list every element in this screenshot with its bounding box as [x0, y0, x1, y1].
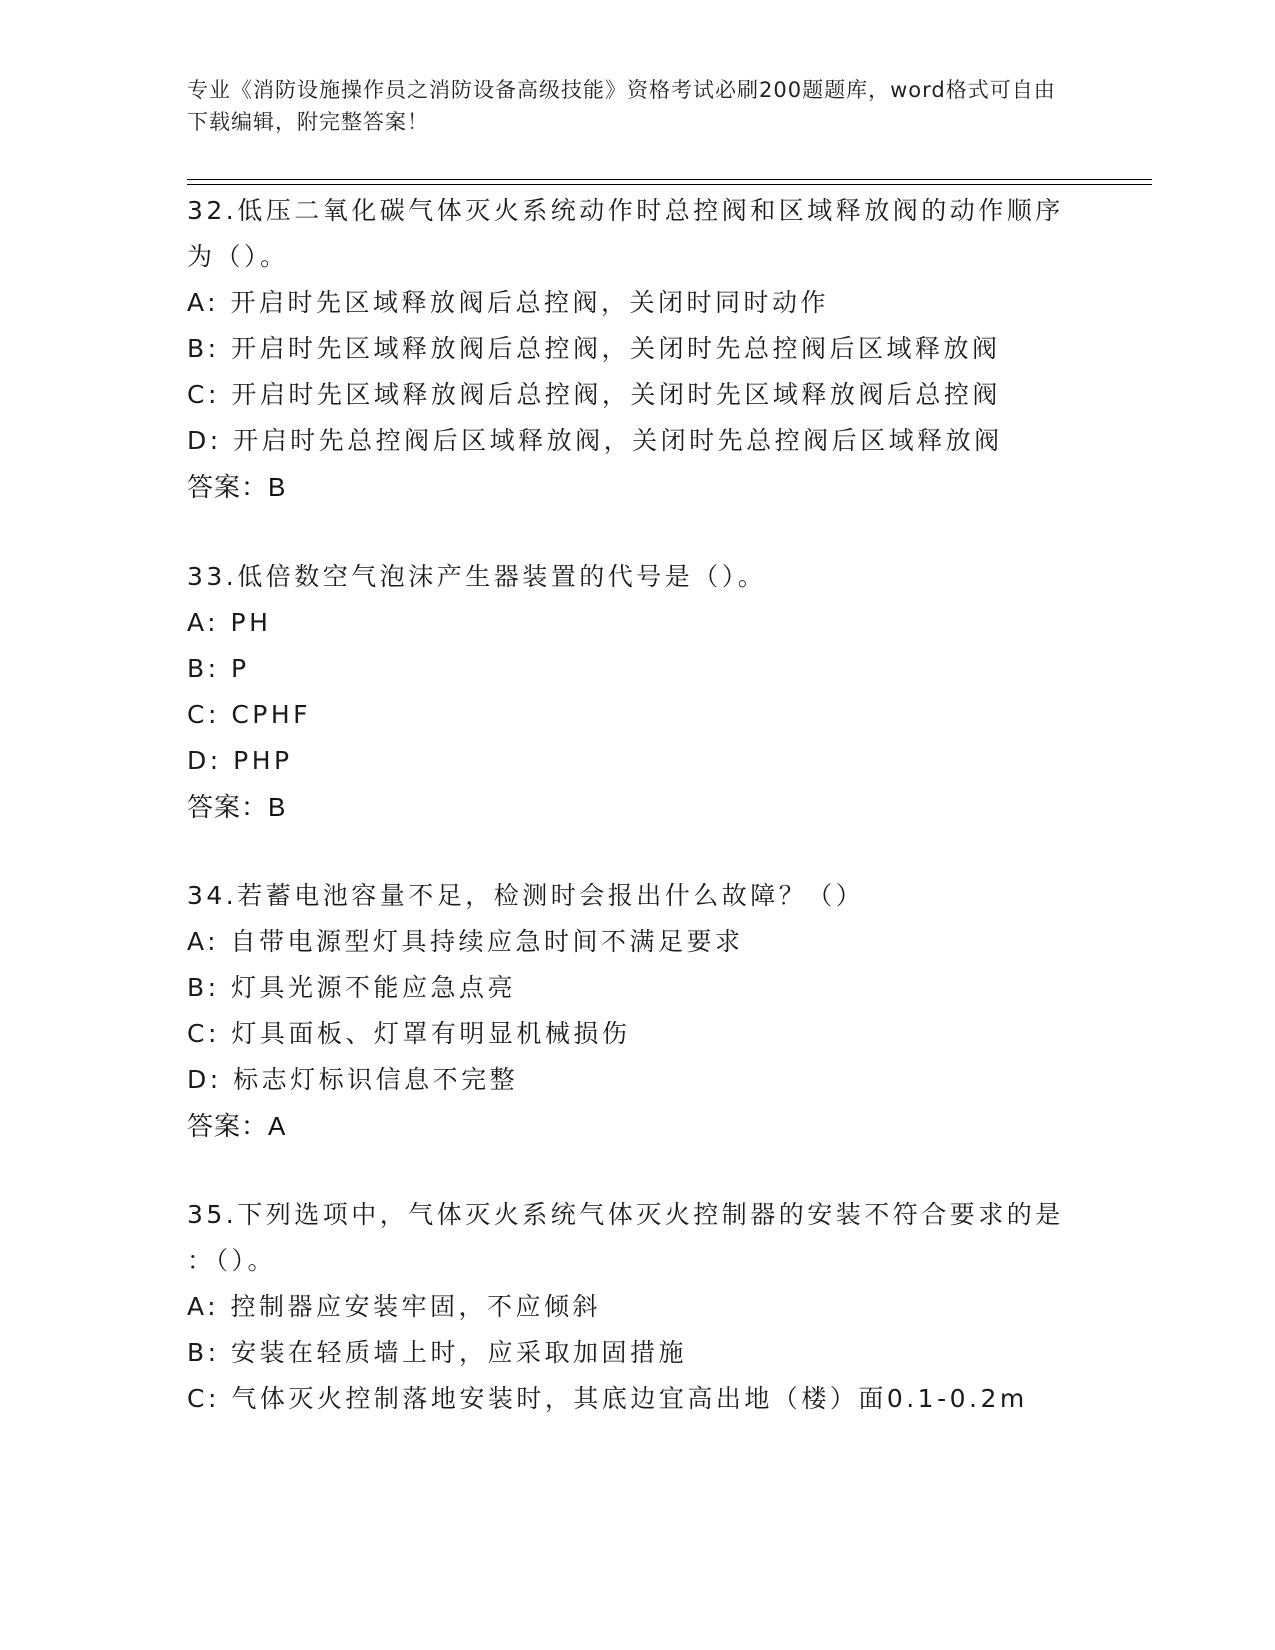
option-c: C: 气体灭火控制落地安装时，其底边宜高出地（楼）面0.1-0.2m	[187, 1384, 1028, 1413]
question-stem: 35.下列选项中，气体灭火系统气体灭火控制器的安装不符合要求的是	[187, 1200, 1064, 1229]
question-34	[187, 873, 1077, 1149]
option-a: A: 自带电源型灯具持续应急时间不满足要求	[187, 927, 744, 956]
question-stem: 32.低压二氧化碳气体灭火系统动作时总控阀和区域释放阀的动作顺序	[187, 196, 1064, 225]
option-b: B: 开启时先区域释放阀后总控阀，关闭时先总控阀后区域释放阀	[187, 334, 1001, 363]
answer: 答案：B	[187, 792, 287, 822]
question-stem: 33.低倍数空气泡沫产生器装置的代号是（）。	[187, 562, 767, 591]
option-a: A: 控制器应安装牢固，不应倾斜	[187, 1292, 602, 1321]
question-32	[187, 188, 1077, 510]
question-35	[187, 1192, 1077, 1422]
option-d: D: 标志灯标识信息不完整	[187, 1065, 519, 1094]
option-a: A: 开启时先区域释放阀后总控阀，关闭时同时动作	[187, 288, 830, 317]
option-b: B: 安装在轻质墙上时，应采取加固措施	[187, 1338, 688, 1367]
question-stem-continued: ：（）。	[187, 1246, 277, 1275]
header-divider-top	[187, 179, 1152, 180]
option-d: D: 开启时先总控阀后区域释放阀，关闭时先总控阀后区域释放阀	[187, 426, 1003, 455]
option-d: D: PHP	[187, 746, 293, 775]
question-stem-continued: 为（）。	[187, 242, 289, 271]
question-33	[187, 554, 1077, 830]
document-header: 专业《消防设施操作员之消防设备高级技能》资格考试必刷200题题库，word格式可自由下载编辑，附完整答案！	[187, 78, 1056, 134]
answer: 答案：B	[187, 472, 287, 502]
option-c: C: CPHF	[187, 700, 312, 729]
header-divider-bottom	[187, 184, 1152, 185]
option-b: B: 灯具光源不能应急点亮	[187, 973, 517, 1002]
question-stem: 34.若蓄电池容量不足，检测时会报出什么故障？（）	[187, 881, 865, 910]
option-c: C: 灯具面板、灯罩有明显机械损伤	[187, 1019, 631, 1048]
answer: 答案：A	[187, 1111, 287, 1141]
option-c: C: 开启时先区域释放阀后总控阀，关闭时先区域释放阀后总控阀	[187, 380, 1001, 409]
option-a: A: PH	[187, 608, 272, 637]
option-b: B: P	[187, 654, 250, 683]
